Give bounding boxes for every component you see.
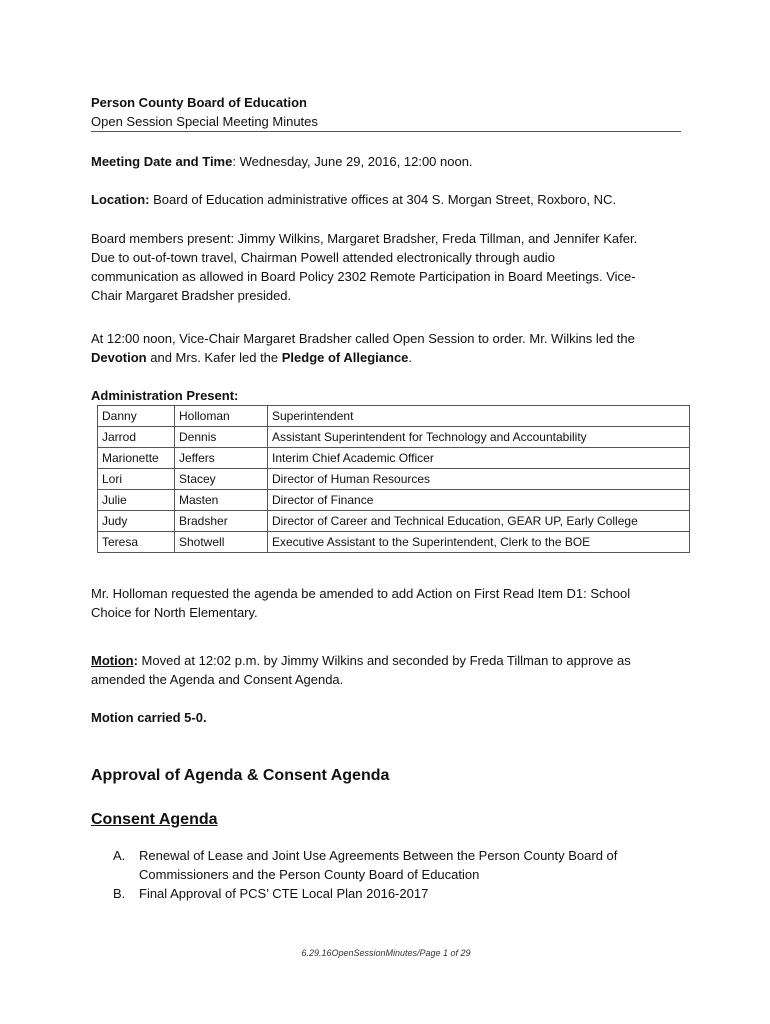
call-line-1: At 12:00 noon, Vice-Chair Margaret Bradsher called Open Session to order. Mr. Wilkins led the	[91, 331, 635, 346]
motion-colon: :	[133, 653, 138, 668]
meeting-date-value: : Wednesday, June 29, 2016, 12:00 noon.	[232, 154, 473, 169]
board-members-paragraph	[91, 229, 681, 305]
header-divider	[91, 131, 681, 132]
approval-section-heading: Approval of Agenda & Consent Agenda	[91, 767, 390, 784]
motion-line-1	[91, 651, 681, 670]
document-subtitle: Open Session Special Meeting Minutes	[91, 114, 318, 129]
board-line-3: communication as allowed in Board Policy 2302 Remote Participation in Board Meetings. Vice-	[91, 269, 636, 284]
administration-table	[97, 405, 690, 553]
admin-last-name: Stacey	[175, 469, 268, 490]
admin-title: Superintendent	[268, 406, 690, 427]
consent-section-heading: Consent Agenda	[91, 811, 218, 828]
motion-text-1: Moved at 12:02 p.m. by Jimmy Wilkins and seconded by Freda Tillman to approve as	[137, 653, 631, 668]
table-row	[98, 406, 690, 427]
admin-last-name: Masten	[175, 490, 268, 511]
consent-item-b-marker: B.	[113, 886, 126, 901]
consent-item-a-line-2: Commissioners and the Person County Board of Education	[139, 867, 480, 882]
call-to-order-paragraph	[91, 329, 681, 367]
call-end-text: .	[408, 350, 413, 365]
location-line	[91, 190, 681, 209]
table-row	[98, 532, 690, 553]
motion-paragraph	[91, 651, 681, 689]
board-line-1: Board members present: Jimmy Wilkins, Margaret Bradsher, Freda Tillman, and Jennifer Kafer.	[91, 231, 638, 246]
consent-item-b-line-1: Final Approval of PCS’ CTE Local Plan 2016-2017	[139, 886, 429, 901]
admin-last-name: Holloman	[175, 406, 268, 427]
table-row	[98, 469, 690, 490]
admin-first-name: Jarrod	[98, 427, 175, 448]
table-row	[98, 427, 690, 448]
location-label: Location:	[91, 192, 150, 207]
admin-first-name: Lori	[98, 469, 175, 490]
admin-title: Director of Career and Technical Education, GEAR UP, Early College	[268, 511, 690, 532]
consent-item-a-line-1: Renewal of Lease and Joint Use Agreements Between the Person County Board of	[139, 848, 618, 863]
table-row	[98, 490, 690, 511]
admin-first-name: Danny	[98, 406, 175, 427]
motion-label: Motion	[91, 653, 134, 668]
consent-item-a	[113, 846, 673, 884]
admin-first-name: Marionette	[98, 448, 175, 469]
admin-title: Director of Finance	[268, 490, 690, 511]
agenda-request-paragraph	[91, 584, 681, 622]
table-row	[98, 448, 690, 469]
admin-last-name: Jeffers	[175, 448, 268, 469]
board-line-4: Chair Margaret Bradsher presided.	[91, 288, 292, 303]
admin-first-name: Julie	[98, 490, 175, 511]
devotion-text: Devotion	[91, 350, 147, 365]
board-line-2: Due to out-of-town travel, Chairman Powell attended electronically through audio	[91, 250, 555, 265]
agenda-request-line-1: Mr. Holloman requested the agenda be amended to add Action on First Read Item D1: School	[91, 586, 631, 601]
administration-heading: Administration Present:	[91, 388, 239, 403]
agenda-request-line-2: Choice for North Elementary.	[91, 605, 258, 620]
admin-last-name: Bradsher	[175, 511, 268, 532]
motion-result	[91, 708, 681, 727]
call-line-2	[91, 348, 681, 367]
admin-title: Assistant Superintendent for Technology and Accountability	[268, 427, 690, 448]
consent-item-b	[113, 884, 673, 903]
meeting-date-line	[91, 152, 681, 171]
location-value: Board of Education administrative offices at 304 S. Morgan Street, Roxboro, NC.	[149, 192, 617, 207]
admin-last-name: Dennis	[175, 427, 268, 448]
table-row	[98, 511, 690, 532]
pledge-text: Pledge of Allegiance	[281, 350, 409, 365]
consent-item-a-marker: A.	[113, 848, 126, 863]
motion-line-2: amended the Agenda and Consent Agenda.	[91, 672, 344, 687]
admin-title: Interim Chief Academic Officer	[268, 448, 690, 469]
admin-title: Director of Human Resources	[268, 469, 690, 490]
page-footer: 6.29.16OpenSessionMinutes/Page 1 of 29	[301, 948, 471, 958]
admin-first-name: Judy	[98, 511, 175, 532]
document-title: Person County Board of Education	[91, 95, 307, 110]
admin-title: Executive Assistant to the Superintendent, Clerk to the BOE	[268, 532, 690, 553]
motion-result-text: Motion carried 5-0.	[91, 710, 207, 725]
admin-last-name: Shotwell	[175, 532, 268, 553]
admin-first-name: Teresa	[98, 532, 175, 553]
call-mid-text: and Mrs. Kafer led the	[146, 350, 282, 365]
meeting-date-label: Meeting Date and Time	[91, 154, 233, 169]
